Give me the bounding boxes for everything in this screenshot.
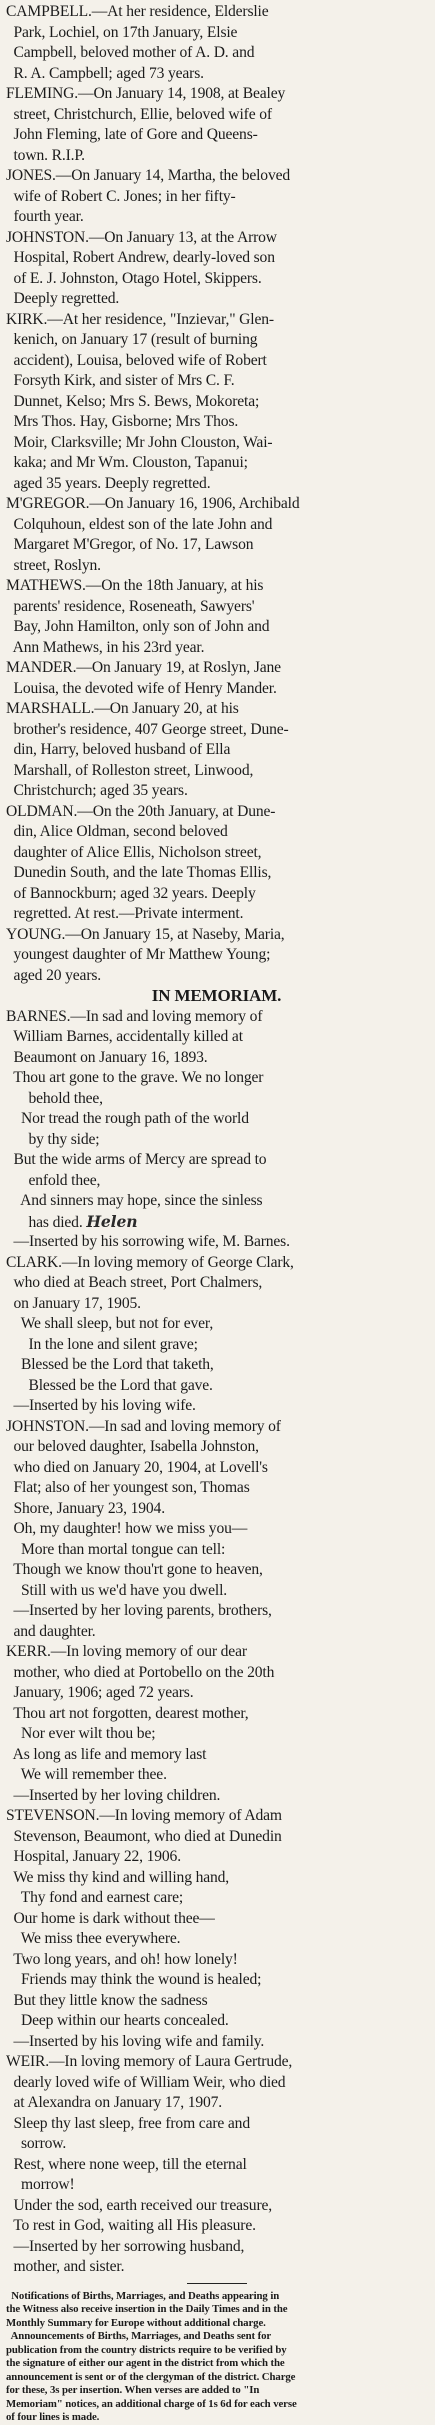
- text-line: JOHNSTON.—On January 13, at the Arrow: [6, 228, 277, 246]
- text-line: Blessed be the Lord that gave.: [6, 1376, 213, 1394]
- text-line: —Inserted by her loving parents, brothers,: [6, 1602, 272, 1619]
- footnote-line: Notifications of Births, Marriages, and Deaths appearing in: [6, 2289, 280, 2302]
- text-line: Two long years, and oh! how lonely!: [6, 1950, 238, 1968]
- text-line: We miss thee everywhere.: [6, 1930, 181, 1947]
- text-line: JONES.—On January 14, Martha, the beloved: [6, 167, 291, 184]
- footnote-line: the signature of either our agent in the district from which the: [6, 2357, 285, 2369]
- text-line: Friends may think the wound is healed;: [6, 1971, 262, 1988]
- text-line: our beloved daughter, Isabella Johnston,: [6, 1438, 259, 1455]
- text-line: CLARK.—In loving memory of George Clark,: [6, 1253, 294, 1271]
- text-line: street, Roslyn.: [6, 556, 101, 574]
- text-line: BARNES.—In sad and loving memory of: [6, 1007, 263, 1025]
- text-line: —Inserted by her loving children.: [6, 1786, 221, 1804]
- text-line: at Alexandra on January 17, 1907.: [6, 2094, 223, 2111]
- text-line: behold thee,: [6, 1089, 103, 1107]
- text-line: on January 17, 1905.: [6, 1294, 141, 1312]
- text-line: Colquhoun, eldest son of the late John and: [6, 515, 273, 533]
- column-divider: [6, 2278, 427, 2290]
- text-line: Shore, January 23, 1904.: [6, 1499, 165, 1517]
- text-line: Deeply regretted.: [6, 290, 120, 307]
- text-line: To rest in God, waiting all His pleasure.: [6, 2217, 256, 2234]
- text-line: More than mortal tongue can tell:: [6, 1540, 226, 1558]
- text-line: Deep within our hearts concealed.: [6, 2012, 229, 2029]
- text-line: Blessed be the Lord that taketh,: [6, 1356, 214, 1373]
- text-line: Bay, John Hamilton, only son of John and: [6, 618, 270, 635]
- text-line: has died. Helen: [6, 1211, 138, 1231]
- text-line: din, Harry, beloved husband of Ella: [6, 741, 231, 758]
- text-line: Christchurch; aged 35 years.: [6, 782, 188, 799]
- text-line: MATHEWS.—On the 18th January, at his: [6, 577, 264, 594]
- text-line: Oh, my daughter! how we miss you—: [6, 1520, 248, 1537]
- text-line: aged 20 years.: [6, 966, 102, 984]
- text-line: enfold thee,: [6, 1171, 101, 1189]
- text-line: Thy fond and earnest care;: [6, 1889, 184, 1906]
- text-line: regretted. At rest.—Private interment.: [6, 905, 244, 922]
- text-line: Under the sod, earth received our treasure,: [6, 2196, 273, 2214]
- text-line: Beaumont on January 16, 1893.: [6, 1048, 208, 1066]
- text-line: Dunnet, Kelso; Mrs S. Bews, Mokoreta;: [6, 392, 260, 410]
- text-line: Stevenson, Beaumont, who died at Dunedin: [6, 1827, 282, 1845]
- text-line: Hospital, Robert Andrew, dearly-loved son: [6, 249, 275, 266]
- text-line: by thy side;: [6, 1130, 100, 1148]
- text-line: Moir, Clarksville; Mr John Clouston, Wai-: [6, 433, 273, 451]
- footnote-line: of four lines is made.: [6, 2411, 100, 2423]
- text-line: Sleep thy last sleep, free from care and: [6, 2114, 250, 2132]
- text-line: We shall sleep, but not for ever,: [6, 1315, 214, 1332]
- footnote-line: Memoriam" notices, an additional charge of 1s 6d for each verse: [6, 2397, 297, 2410]
- text-line: Flat; also of her youngest son, Thomas: [6, 1479, 250, 1496]
- text-line: street, Christchurch, Ellie, beloved wife of: [6, 105, 272, 123]
- text-line: wife of Robert C. Jones; in her fifty-: [6, 187, 236, 205]
- text-line: January, 1906; aged 72 years.: [6, 1684, 194, 1701]
- text-line: Dunedin South, and the late Thomas Ellis,: [6, 864, 272, 881]
- text-line: William Barnes, accidentally killed at: [6, 1028, 243, 1045]
- handwritten-annotation: Helen: [86, 1211, 138, 1231]
- text-line: Thou art gone to the grave. We no longer: [6, 1069, 264, 1086]
- text-line: —Inserted by his loving wife.: [6, 1397, 196, 1414]
- text-line: STEVENSON.—In loving memory of Adam: [6, 1807, 282, 1824]
- text-line: —Inserted by his loving wife and family.: [6, 2032, 265, 2050]
- text-line: who died at Beach street, Port Chalmers,: [6, 1274, 263, 1291]
- text-line: brother's residence, 407 George street, Dune-: [6, 720, 289, 738]
- text-line: FLEMING.—On January 14, 1908, at Bealey: [6, 85, 286, 102]
- text-line: R. A. Campbell; aged 73 years.: [6, 64, 204, 82]
- text-line: who died on January 20, 1904, at Lovell's: [6, 1458, 268, 1476]
- text-line: As long as life and memory last: [6, 1745, 207, 1763]
- text-line: aged 35 years. Deeply regretted.: [6, 474, 211, 492]
- text-line: kaka; and Mr Wm. Clouston, Tapanui;: [6, 454, 248, 471]
- text-line: accident), Louisa, beloved wife of Robert: [6, 351, 267, 369]
- text-line: MANDER.—On January 19, at Roslyn, Jane: [6, 659, 281, 676]
- footnote-line: for these, 3s per insertion. When verses are added to "In: [6, 2384, 260, 2396]
- footnote-line: Announcements of Births, Marriages, and Deaths sent for: [6, 2330, 272, 2342]
- text-line: Mrs Thos. Hay, Gisborne; Mrs Thos.: [6, 413, 239, 430]
- text-line: Rest, where none weep, till the eternal: [6, 2155, 247, 2173]
- text-line: OLDMAN.—On the 20th January, at Dune-: [6, 802, 276, 820]
- text-line: We miss thy kind and willing hand,: [6, 1868, 230, 1886]
- text-line: of Bannockburn; aged 32 years. Deeply: [6, 884, 256, 902]
- text-line: Louisa, the devoted wife of Henry Mander.: [6, 679, 277, 697]
- text-line: YOUNG.—On January 15, at Naseby, Maria,: [6, 925, 285, 943]
- footnote-line: the Witness also receive insertion in the Daily Times and in the: [6, 2303, 288, 2315]
- text-line: KIRK.—At her residence, "Inzievar," Glen-: [6, 310, 274, 328]
- text-line: of E. J. Johnston, Otago Hotel, Skippers.: [6, 269, 262, 287]
- text-line: In the lone and silent grave;: [6, 1335, 198, 1353]
- text-line: But the wide arms of Mercy are spread to: [6, 1151, 267, 1168]
- text-line: But they little know the sadness: [6, 1991, 208, 2009]
- text-line: youngest daughter of Mr Matthew Young;: [6, 946, 271, 963]
- text-line: and daughter.: [6, 1622, 96, 1640]
- text-line: MARSHALL.—On January 20, at his: [6, 700, 239, 717]
- text-line: Forsyth Kirk, and sister of Mrs C. F.: [6, 372, 235, 389]
- text-line: mother, who died at Portobello on the 20th: [6, 1663, 275, 1681]
- text-line: mother, and sister.: [6, 2258, 125, 2275]
- text-line: parents' residence, Roseneath, Sawyers': [6, 597, 255, 615]
- text-line: fourth year.: [6, 208, 84, 225]
- text-line: WEIR.—In loving memory of Laura Gertrude,: [6, 2053, 293, 2070]
- text-line: CAMPBELL.—At her residence, Elderslie: [6, 3, 269, 20]
- text-line: KERR.—In loving memory of our dear: [6, 1643, 247, 1660]
- footnote-line: announcement is sent or of the clergyman of the district. Charge: [6, 2370, 296, 2383]
- text-line: Still with us we'd have you dwell.: [6, 1581, 228, 1599]
- text-line: town. R.I.P.: [6, 146, 85, 164]
- text-line: We will remember thee.: [6, 1766, 167, 1783]
- text-line: Nor tread the rough path of the world: [6, 1110, 249, 1127]
- text-line: —Inserted by her sorrowing husband,: [6, 2237, 245, 2255]
- text-line: —Inserted by his sorrowing wife, M. Barnes.: [6, 1233, 290, 1250]
- text-line: John Fleming, late of Gore and Queens-: [6, 126, 258, 143]
- text-line: Hospital, January 22, 1906.: [6, 1848, 181, 1865]
- text-line: kenich, on January 17 (result of burning: [6, 331, 258, 348]
- text-line: sorrow.: [6, 2135, 67, 2152]
- text-line: Campbell, beloved mother of A. D. and: [6, 44, 255, 61]
- text-line: daughter of Alice Ellis, Nicholson street,: [6, 843, 262, 861]
- text-line: Marshall, of Rolleston street, Linwood,: [6, 761, 254, 779]
- text-line: Thou art not forgotten, dearest mother,: [6, 1704, 249, 1722]
- text-line: M'GREGOR.—On January 16, 1906, Archibald: [6, 495, 300, 512]
- text-line: din, Alice Oldman, second beloved: [6, 823, 228, 840]
- footnote-line: publication from the country districts require to be verified by: [6, 2343, 287, 2356]
- text-line: Our home is dark without thee—: [6, 1909, 215, 1927]
- text-line: Though we know thou'rt gone to heaven,: [6, 1561, 263, 1578]
- text-line: JOHNSTON.—In sad and loving memory of: [6, 1417, 281, 1435]
- text-line: dearly loved wife of William Weir, who died: [6, 2073, 286, 2091]
- text-line: morrow!: [6, 2176, 75, 2193]
- text-line: Park, Lochiel, on 17th January, Elsie: [6, 23, 238, 41]
- text-line: Nor ever wilt thou be;: [6, 1725, 156, 1742]
- footnote-line: Monthly Summary for Europe without additional charge.: [6, 2316, 266, 2329]
- section-heading: IN MEMORIAM.: [151, 986, 282, 1005]
- text-line: Margaret M'Gregor, of No. 17, Lawson: [6, 536, 254, 553]
- text-line: Ann Mathews, in his 23rd year.: [6, 638, 205, 656]
- text-line: And sinners may hope, since the sinless: [6, 1192, 263, 1209]
